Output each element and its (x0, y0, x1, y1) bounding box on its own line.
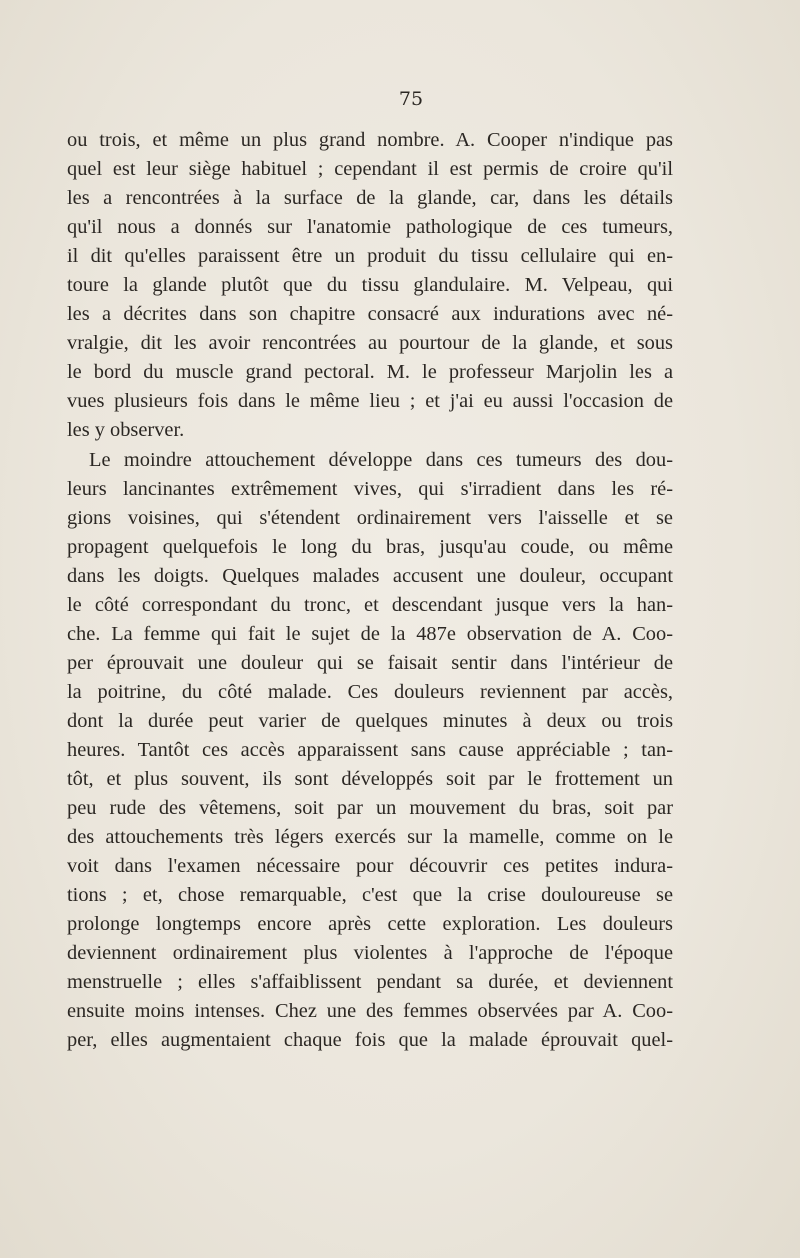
text-line: prolonge longtemps encore après cette exploration. Les douleurs (67, 913, 673, 936)
text-line: les a décrites dans son chapitre consacré aux indurations avec né- (67, 303, 673, 326)
body-text (67, 126, 673, 1056)
text-line: vues plusieurs fois dans le même lieu ; et j'ai eu aussi l'occasion de (67, 390, 673, 413)
text-line: peu rude des vêtemens, soit par un mouvement du bras, soit par (67, 797, 673, 820)
text-line: propagent quelquefois le long du bras, jusqu'au coude, ou même (67, 535, 673, 558)
text-line: dans les doigts. Quelques malades accusent une douleur, occupant (67, 564, 673, 587)
text-line: che. La femme qui fait le sujet de la 487e observation de A. Coo- (67, 622, 673, 645)
text-line: les a rencontrées à la surface de la glande, car, dans les détails (67, 187, 673, 210)
text-line: per, elles augmentaient chaque fois que la malade éprouvait quel- (67, 1029, 673, 1052)
text-line: qu'il nous a donnés sur l'anatomie pathologique de ces tumeurs, (67, 216, 673, 239)
text-line: voit dans l'examen nécessaire pour découvrir ces petites indura- (67, 855, 673, 878)
text-line: ou trois, et même un plus grand nombre. A. Cooper n'indique pas (67, 129, 673, 151)
text-line: menstruelle ; elles s'affaiblissent pendant sa durée, et deviennent (67, 971, 673, 994)
text-line: le bord du muscle grand pectoral. M. le professeur Marjolin les a (67, 361, 673, 384)
text-line: gions voisines, qui s'étendent ordinairement vers l'aisselle et se (67, 506, 673, 529)
text-line: la poitrine, du côté malade. Ces douleurs reviennent par accès, (67, 680, 673, 703)
text-line-paragraph-end: les y observer. (67, 419, 185, 442)
text-line: il dit qu'elles paraissent être un produit du tissu cellulaire qui en- (67, 245, 673, 268)
page-number: 75 (398, 88, 424, 110)
text-line: dont la durée peut varier de quelques minutes à deux ou trois (67, 709, 673, 732)
text-line: vralgie, dit les avoir rencontrées au pourtour de la glande, et sous (67, 332, 673, 355)
text-line-paragraph-start: Le moindre attouchement développe dans ces tumeurs des dou- (89, 448, 673, 471)
text-line: tôt, et plus souvent, ils sont développés soit par le frottement un (67, 768, 673, 791)
text-line: heures. Tantôt ces accès apparaissent sans cause appréciable ; tan- (67, 738, 673, 761)
text-line: per éprouvait une douleur qui se faisait sentir dans l'intérieur de (67, 651, 673, 674)
text-line: quel est leur siège habituel ; cependant il est permis de croire qu'il (67, 158, 673, 181)
text-line: ensuite moins intenses. Chez une des femmes observées par A. Coo- (67, 1000, 673, 1023)
text-line: leurs lancinantes extrêmement vives, qui s'irradient dans les ré- (67, 477, 673, 500)
text-line: deviennent ordinairement plus violentes à l'approche de l'époque (67, 942, 673, 965)
text-line: toure la glande plutôt que du tissu glandulaire. M. Velpeau, qui (67, 274, 673, 297)
text-line: le côté correspondant du tronc, et descendant jusque vers la han- (67, 593, 673, 616)
text-line: tions ; et, chose remarquable, c'est que la crise douloureuse se (67, 884, 673, 907)
text-line: des attouchements très légers exercés sur la mamelle, comme on le (67, 826, 673, 849)
